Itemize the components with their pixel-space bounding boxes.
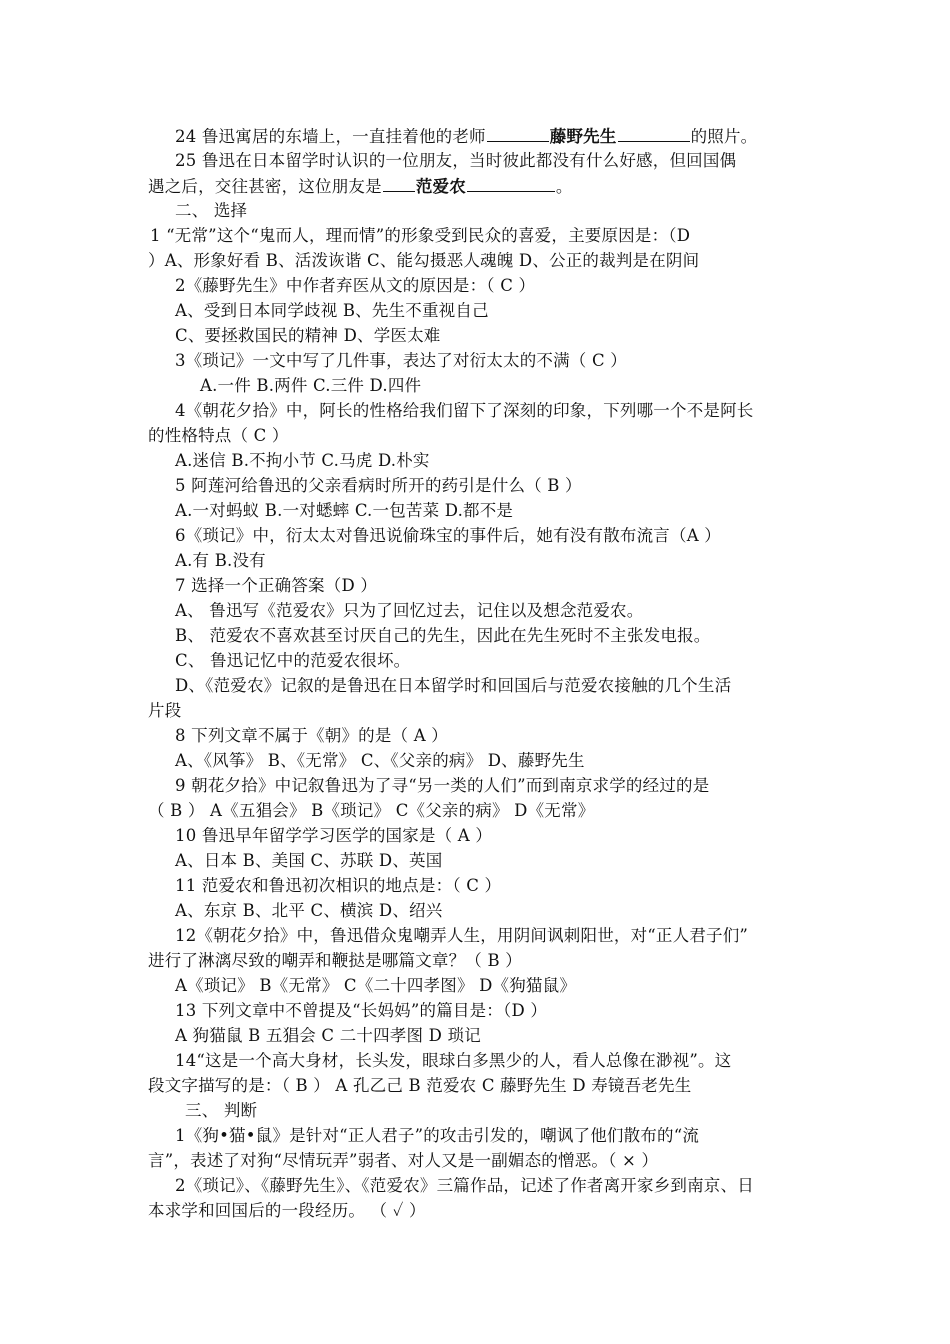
text-line: A 狗猫鼠 B 五猖会 C 二十四孝图 D 琐记: [175, 1026, 481, 1045]
text-line: 言”，表述了对狗“尽情玩弄”弱者、对人又是一副媚态的憎恶。（ × ）: [148, 1151, 659, 1170]
text-line: 8 下列文章不属于《朝》的是（ A ）: [175, 726, 448, 745]
text-line: 10 鲁迅早年留学学习医学的国家是（ A ）: [175, 826, 493, 845]
text-line: 3《琐记》一文中写了几件事，表达了对衍太太的不满（ C ）: [175, 351, 627, 370]
question-25-line1: 25 鲁迅在日本留学时认识的一位朋友，当时彼此都没有什么好感，但回国偶: [175, 151, 737, 170]
text-line: 7 选择一个正确答案（D ）: [175, 576, 378, 595]
text-line: 进行了淋漓尽致的嘲弄和鞭挞是哪篇文章？（ B ）: [148, 951, 522, 970]
text-line: A、东京 B、北平 C、横滨 D、绍兴: [175, 901, 443, 920]
blank-line: [383, 175, 415, 192]
question-25-line2: [148, 175, 573, 198]
text-line: 11 范爱农和鲁迅初次相识的地点是：（ C ）: [175, 876, 502, 895]
q24-suffix: 的照片。: [690, 127, 758, 146]
question-24: [175, 125, 757, 148]
text-line: 5 阿莲河给鲁迅的父亲看病时所开的药引是什么（ B ）: [175, 476, 582, 495]
text-line: 1 “无常”这个“鬼而人，理而情”的形象受到民众的喜爱，主要原因是：（D: [150, 226, 691, 245]
text-line: B、 范爱农不喜欢甚至讨厌自己的先生，因此在先生死时不主张发电报。: [175, 626, 711, 645]
text-line: A.一件 B.两件 C.三件 D.四件: [200, 376, 422, 395]
q25-prefix: 遇之后，交往甚密，这位朋友是: [148, 177, 382, 196]
text-line: 的性格特点（ C ）: [148, 426, 289, 445]
text-line: C、要拯救国民的精神 D、学医太难: [175, 326, 441, 345]
text-line: 4《朝花夕拾》中，阿长的性格给我们留下了深刻的印象，下列哪一个不是阿长: [175, 401, 754, 420]
q25-suffix: 。: [555, 177, 573, 196]
text-line: A、《风筝》 B、《无常》 C、《父亲的病》 D、藤野先生: [175, 751, 585, 770]
blank-line: [487, 125, 549, 142]
text-line: A.迷信 B.不拘小节 C.马虎 D.朴实: [175, 451, 430, 470]
text-line: A、 鲁迅写《范爱农》只为了回忆过去，记住以及想念范爱农。: [175, 601, 644, 620]
text-line: （ B ） A《五猖会》 B《琐记》 C《父亲的病》 D《无常》: [148, 801, 595, 820]
q24-prefix: 24 鲁迅寓居的东墙上，一直挂着他的老师: [175, 127, 486, 146]
text-line: A.一对蚂蚁 B.一对蟋蟀 C.一包苦菜 D.都不是: [175, 501, 514, 520]
q24-answer: 藤野先生: [549, 127, 617, 146]
text-line: A、受到日本同学歧视 B、先生不重视自己: [175, 301, 489, 320]
text-line: 2《琐记》、《藤野先生》、《范爱农》三篇作品，记述了作者离开家乡到南京、日: [175, 1176, 754, 1195]
text-line: 14“这是一个高大身材，长头发，眼球白多黑少的人，看人总像在渺视”。这: [175, 1051, 732, 1070]
text-line: ）A、形象好看 B、活泼诙谐 C、能勾摄恶人魂魄 D、公正的裁判是在阴间: [148, 251, 700, 270]
text-line: 段文字描写的是：（ B ） A 孔乙己 B 范爱农 C 藤野先生 D 寿镜吾老先生: [148, 1076, 692, 1095]
section-heading: 三、 判断: [185, 1101, 258, 1120]
text-line: 13 下列文章中不曾提及“长妈妈”的篇目是：（D ）: [175, 1001, 548, 1020]
q25-answer: 范爱农: [415, 177, 466, 196]
text-line: A《琐记》 B《无常》 C《二十四孝图》 D《狗猫鼠》: [175, 976, 577, 995]
text-line: 9 朝花夕拾》中记叙鲁迅为了寻“另一类的人们”而到南京求学的经过的是: [175, 776, 710, 795]
text-line: 12《朝花夕拾》中，鲁迅借众鬼嘲弄人生，用阴间讽刺阳世，对“正人君子们”: [175, 926, 749, 945]
text-line: 1《狗•猫•鼠》是针对“正人君子”的攻击引发的，嘲讽了他们散布的“流: [175, 1126, 700, 1145]
text-line: 片段: [148, 701, 182, 720]
text-line: C、 鲁迅记忆中的范爱农很坏。: [175, 651, 411, 670]
text-line: 本求学和回国后的一段经历。 （ ✓ ）: [148, 1201, 426, 1220]
blank-line: [618, 125, 690, 142]
text-line: D、《范爱农》记叙的是鲁迅在日本留学时和回国后与范爱农接触的几个生活: [175, 676, 732, 695]
blank-line: [467, 175, 555, 192]
section-heading: 二、 选择: [175, 201, 248, 220]
text-line: 2《藤野先生》中作者弃医从文的原因是：（ C ）: [175, 276, 536, 295]
text-line: 6《琐记》中，衍太太对鲁迅说偷珠宝的事件后，她有没有散布流言（A ）: [175, 526, 721, 545]
text-line: A、日本 B、美国 C、苏联 D、英国: [175, 851, 443, 870]
text-line: A.有 B.没有: [175, 551, 266, 570]
